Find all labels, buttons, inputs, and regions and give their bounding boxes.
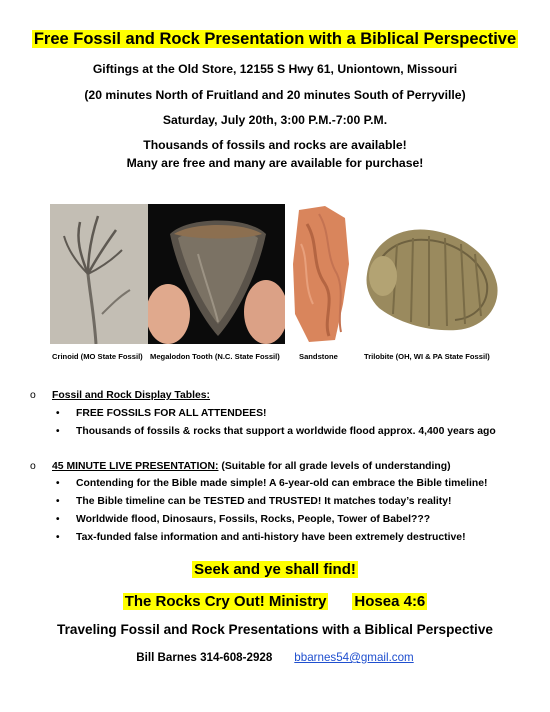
- list-item: • The Bible timeline can be TESTED and TRUSTED! It matches today’s reality!: [56, 496, 452, 507]
- email-link[interactable]: bbarnes54@gmail.com: [294, 651, 414, 664]
- list-marker: o: [30, 461, 36, 472]
- list-item: • Thousands of fossils & rocks that support a worldwide flood approx. 4,400 years ago: [56, 426, 496, 437]
- availability-line-1: Thousands of fossils and rocks are available!: [143, 138, 407, 152]
- seek-text: Seek and ye shall find!: [194, 561, 356, 578]
- sandstone-photo: [285, 204, 357, 344]
- sandstone-caption: Sandstone: [299, 352, 338, 361]
- list-item: • Worldwide flood, Dinosaurs, Fossils, Rocks, People, Tower of Babel???: [56, 514, 431, 525]
- ministry-line: [0, 593, 550, 610]
- seek-line: [0, 561, 550, 578]
- ministry-name: The Rocks Cry Out! Ministry: [124, 593, 327, 610]
- megalodon-photo: [148, 204, 285, 344]
- display-tables-heading-row: [30, 390, 540, 401]
- crinoid-caption: Crinoid (MO State Fossil): [52, 352, 143, 361]
- flyer-title-block: [0, 30, 550, 49]
- presentation-heading: 45 MINUTE LIVE PRESENTATION:: [52, 461, 219, 472]
- contact-line: [0, 651, 550, 664]
- verse-reference: Hosea 4:6: [354, 593, 426, 610]
- trilobite-caption: Trilobite (OH, WI & PA State Fossil): [364, 352, 490, 361]
- traveling-tagline: Traveling Fossil and Rock Presentations with a Biblical Perspective: [57, 622, 493, 637]
- presentation-note: (Suitable for all grade levels of understanding): [218, 461, 451, 472]
- trilobite-photo: [357, 204, 504, 344]
- list-item: • FREE FOSSILS FOR ALL ATTENDEES!: [56, 408, 267, 419]
- megalodon-caption: Megalodon Tooth (N.C. State Fossil): [150, 352, 280, 361]
- crinoid-photo: [50, 204, 148, 344]
- display-tables-heading: Fossil and Rock Display Tables:: [52, 390, 211, 401]
- directions-line: (20 minutes North of Fruitland and 20 minutes South of Perryville): [84, 88, 466, 102]
- flyer-title: Free Fossil and Rock Presentation with a Biblical Perspective: [33, 30, 517, 48]
- contact-name-phone: Bill Barnes 314-608-2928: [136, 651, 273, 664]
- venue-line: Giftings at the Old Store, 12155 S Hwy 61, Uniontown, Missouri: [92, 62, 458, 76]
- fossil-photo-strip: [50, 204, 504, 344]
- list-item: • Contending for the Bible made simple! A 6-year-old can embrace the Bible timeline!: [56, 478, 488, 489]
- availability-line-2: Many are free and many are available for purchase!: [126, 156, 424, 170]
- presentation-heading-row: [30, 461, 540, 472]
- list-marker: o: [30, 390, 36, 401]
- date-line: Saturday, July 20th, 3:00 P.M.-7:00 P.M.: [162, 113, 388, 127]
- list-item: • Tax-funded false information and anti-history have been extremely destructive!: [56, 532, 466, 543]
